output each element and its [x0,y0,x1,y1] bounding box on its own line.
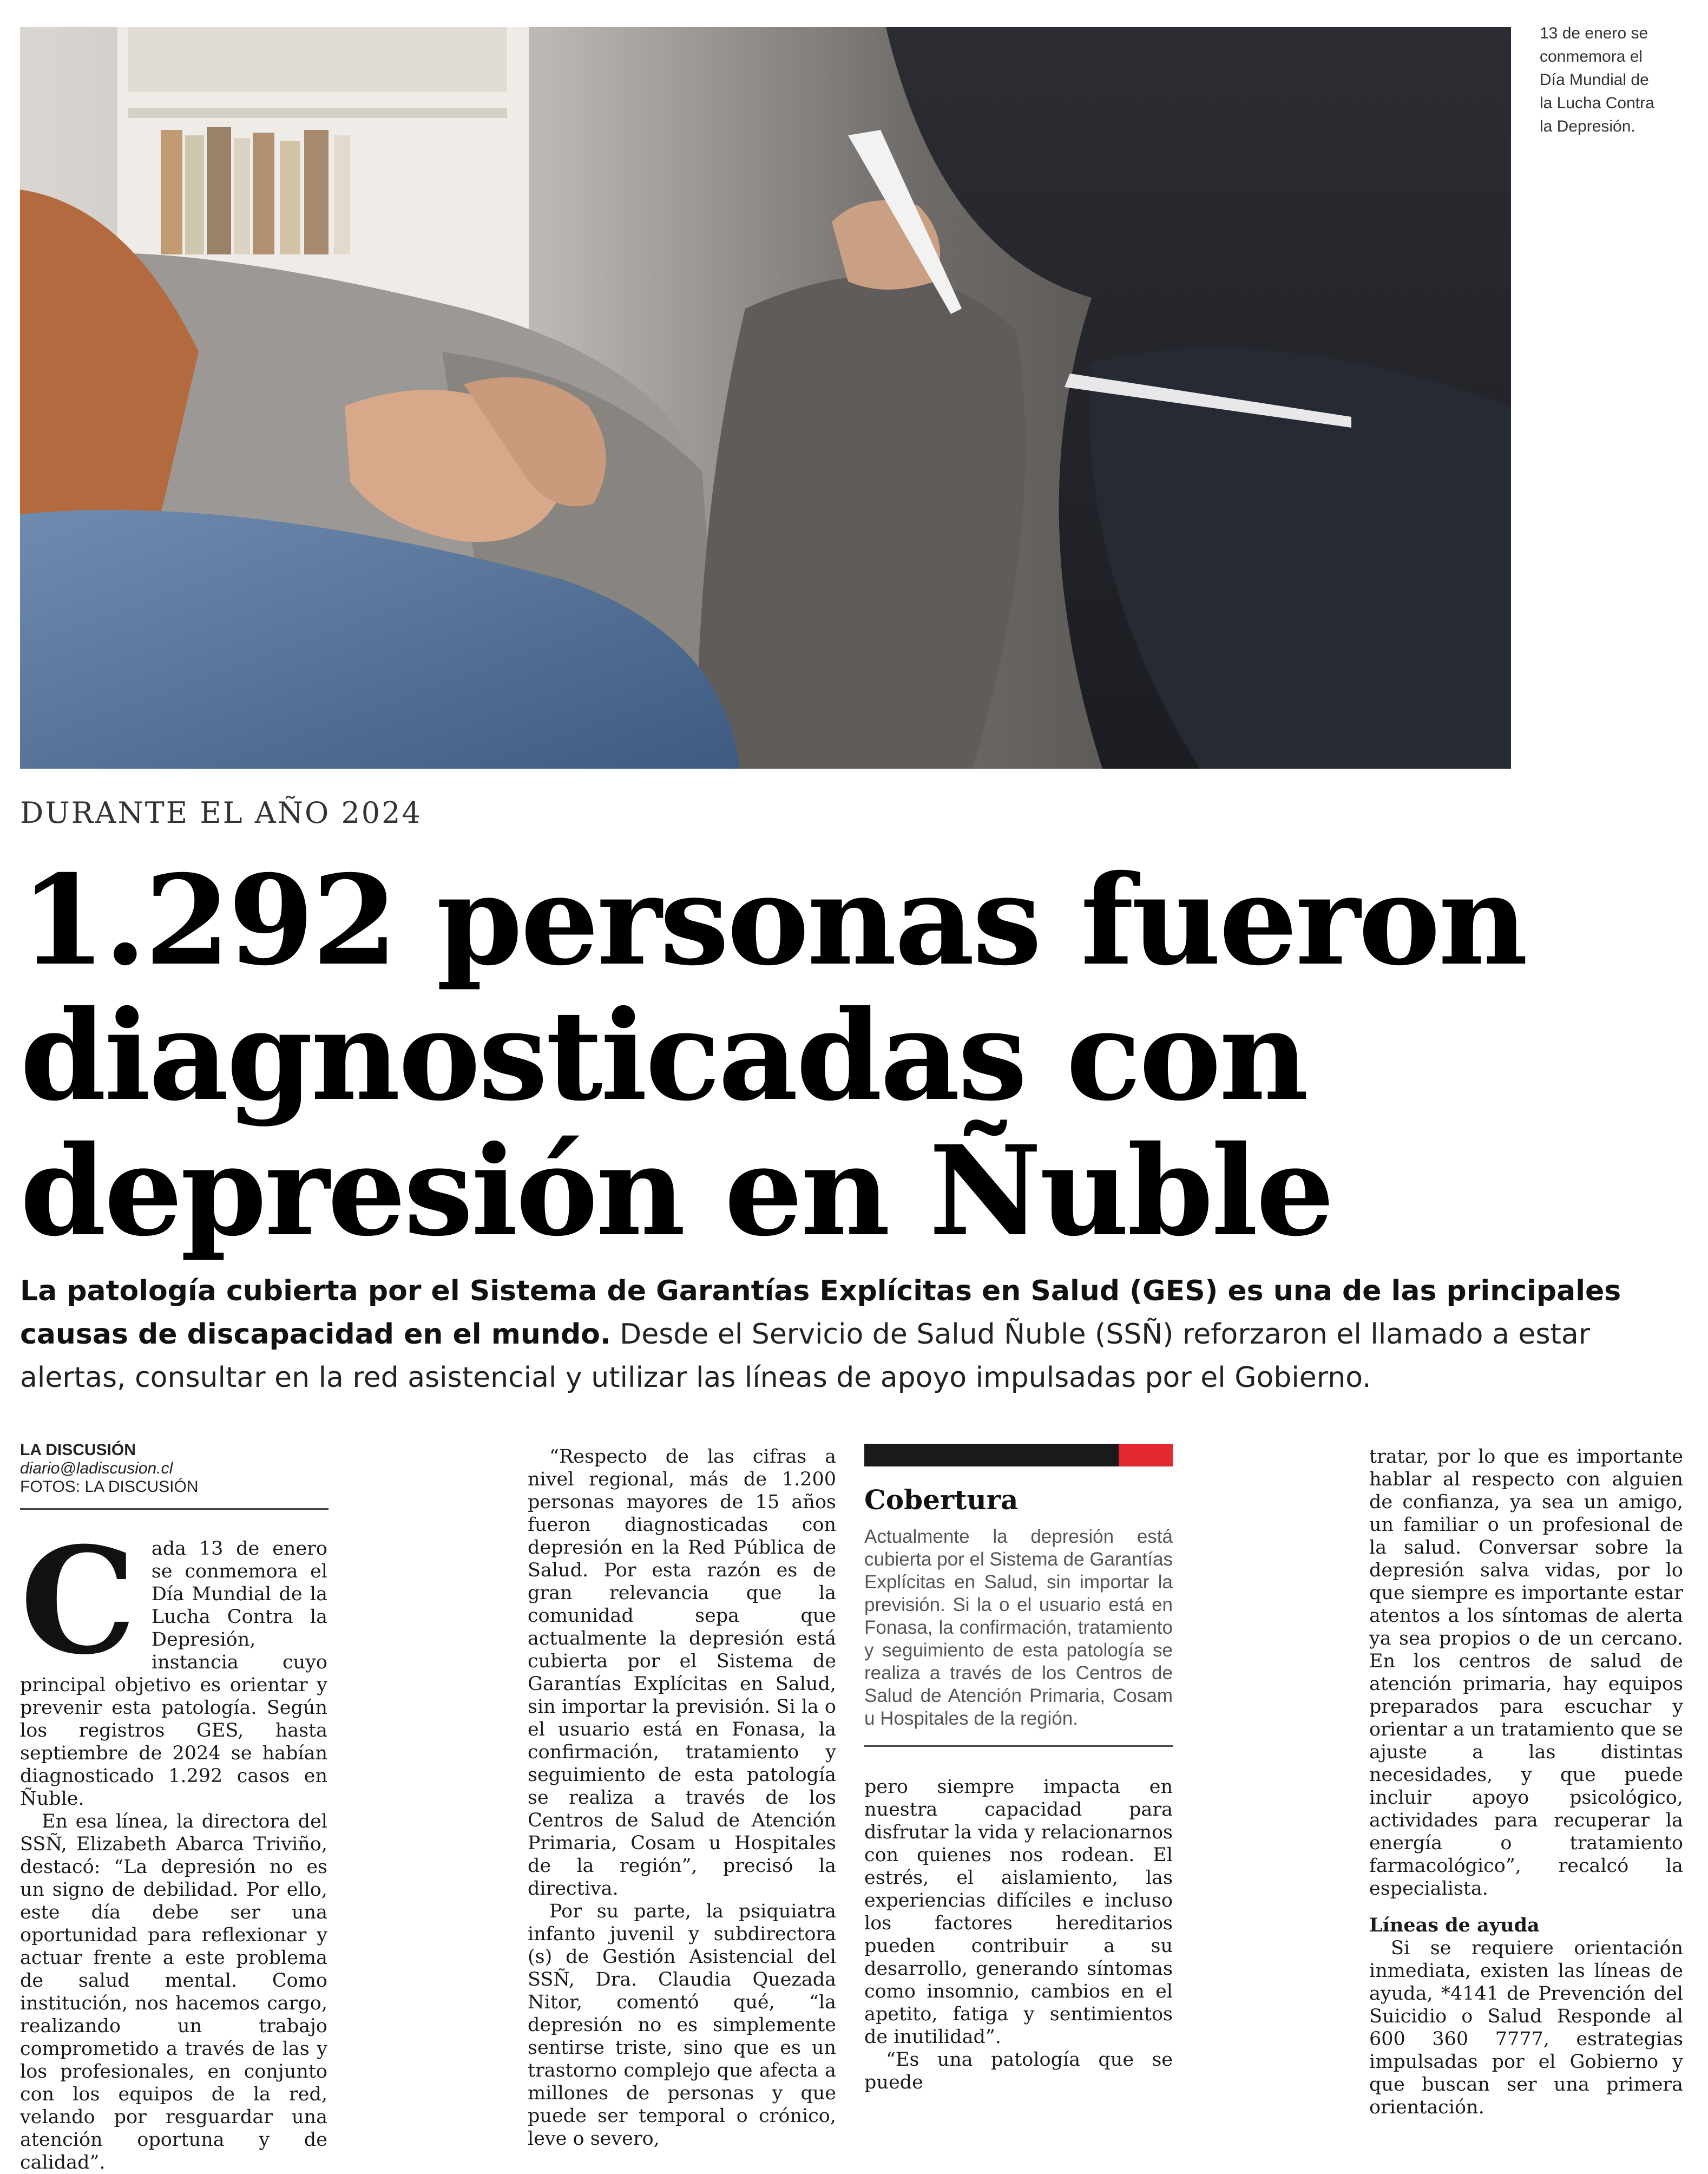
headline: 1.292 personas fueron diagnosticadas con depresión en Ñuble [20,848,1526,1263]
lead-regular: Desde el Servicio de Salud Ñuble (SSÑ) reforzaron el llamado a estar alertas, consultar en la red asistencial y utilizar las líneas de apoyo impulsadas por el Gobierno. [20,1318,1591,1394]
body-column-2 [528,1445,836,2150]
article-kicker: DURANTE EL AÑO 2024 [20,796,422,830]
photo-caption: 13 de enero se conmemora el Día Mundial de la Lucha Contra la Depresión. [1540,24,1654,135]
sidebar-text: Actualmente la depresión está cubierta por el Sistema de Garantías Explícitas en Salud, sin importar la previsión. Si la o el usuario está en Fonasa, la confirmación, tratamiento y seguimiento de esta patología se realiza a través de los Centros de Salud de Atención Primaria, Cosam u Hospitales de la región. [864,1525,1173,1747]
body-paragraph: Si se requiere orientación inmediata, existen las líneas de ayuda, *4141 de Prevención del Suicidio o Salud Responde al 600 360 7777, estrategias impulsadas por el Gobierno y que buscan ser una primera orientación. [1369,1937,1683,2118]
byline-photos: FOTOS: LA DISCUSIÓN [20,1478,199,1496]
sidebar-bar-red [1119,1444,1173,1466]
sidebar-bar-black [864,1444,1119,1466]
byline-org: LA DISCUSIÓN [20,1441,136,1459]
body-paragraph: “Respecto de las cifras a nivel regional, más de 1.200 personas mayores de 15 años fueron diagnosticadas con depresión en la Red Pública de Salud. Por esta razón es de gran relevancia que la comunidad sepa que actualmente la depresión está cubierta por el Sistema de Garantías Explícitas en Salud, sin importar la previsión. Si la o el usuario está en Fonasa, la confirmación, tratamiento y seguimiento de esta patología se realiza a través de los Centros de Salud de Atención Primaria, Cosam u Hospitales de la región”, precisó la directiva. [528,1446,836,1900]
body-column-1 [20,1515,327,2174]
sidebar-title: Cobertura [864,1484,1019,1516]
body-paragraph: ada 13 de enero se conmemora el Día Mundial de la Lucha Contra la Depresión, instancia cuyo principal objetivo es orientar y prevenir esta patología. Según los registros GES, hasta septiembre de 2024 se habían diagnosticado 1.292 casos en Ñuble. [20,1538,327,1810]
body-column-4 [1369,1445,1683,2119]
body-paragraph: Por su parte, la psiquiatra infanto juvenil y subdirectora (s) de Gestión Asistencial del SSÑ, Dra. Claudia Quezada Nitor, comentó qué, “la depresión no es simplemente sentirse triste, sino que es un trastorno complejo que afecta a millones de personas y que puede ser temporal o crónico, leve o severo, [528,1901,836,2150]
body-paragraph: “Es una patología que se puede [864,2049,1173,2093]
body-column-3 [864,1776,1173,2094]
article-photo [20,27,1511,769]
lead-paragraph [20,1269,1687,1399]
body-paragraph: pero siempre impacta en nuestra capacidad para disfrutar la vida y relacionarnos con quienes nos rodean. El estrés, el aislamiento, las experiencias difíciles e incluso los factores hereditarios pueden contribuir a su desarrollo, generando síntomas como insomnio, cambios en el apetito, fatiga y sentimientos de inutilidad”. [864,1776,1173,2048]
therapy-session-image [20,27,1511,769]
sidebar-box [864,1444,1173,1747]
byline-email[interactable]: diario@ladiscusion.cl [20,1459,173,1477]
drop-cap: C [20,1515,136,1687]
body-paragraph: tratar, por lo que es importante hablar al respecto con alguien de confianza, ya sea un amigo, un familiar o un profesional de la salud. Conversar sobre la depresión salva vidas, por lo que siempre es importante estar atentos a los síntomas de alerta ya sea propios o de un cercano. En los centros de salud de atención primaria, hay equipos preparados para escuchar y orientar a un tratamiento que se ajuste a las distintas necesidades, y que puede incluir apoyo psicológico, actividades para recuperar la energía o tratamiento farmacológico”, recalcó la especialista. [1369,1446,1683,1900]
lead-bold: La patología cubierta por el Sistema de Garantías Explícitas en Salud (GES) es una de las principales causas de discapacidad en el mundo. [20,1275,1621,1351]
sidebar-accent-bar [864,1444,1173,1466]
body-paragraph: En esa línea, la directora del SSÑ, Elizabeth Abarca Triviño, destacó: “La depresión no es un signo de debilidad. Por ello, este día debe ser una oportunidad para reflexionar y actuar frente a este problema de salud mental. Como institución, nos hacemos cargo, realizando un trabajo comprometido a través de las y los profesionales, en conjunto con los equipos de la red, velando por resguardar una atención oportuna y de calidad”. [20,1811,327,2173]
byline [20,1441,329,1510]
section-subhead: Líneas de ayuda [1369,1914,1540,1936]
